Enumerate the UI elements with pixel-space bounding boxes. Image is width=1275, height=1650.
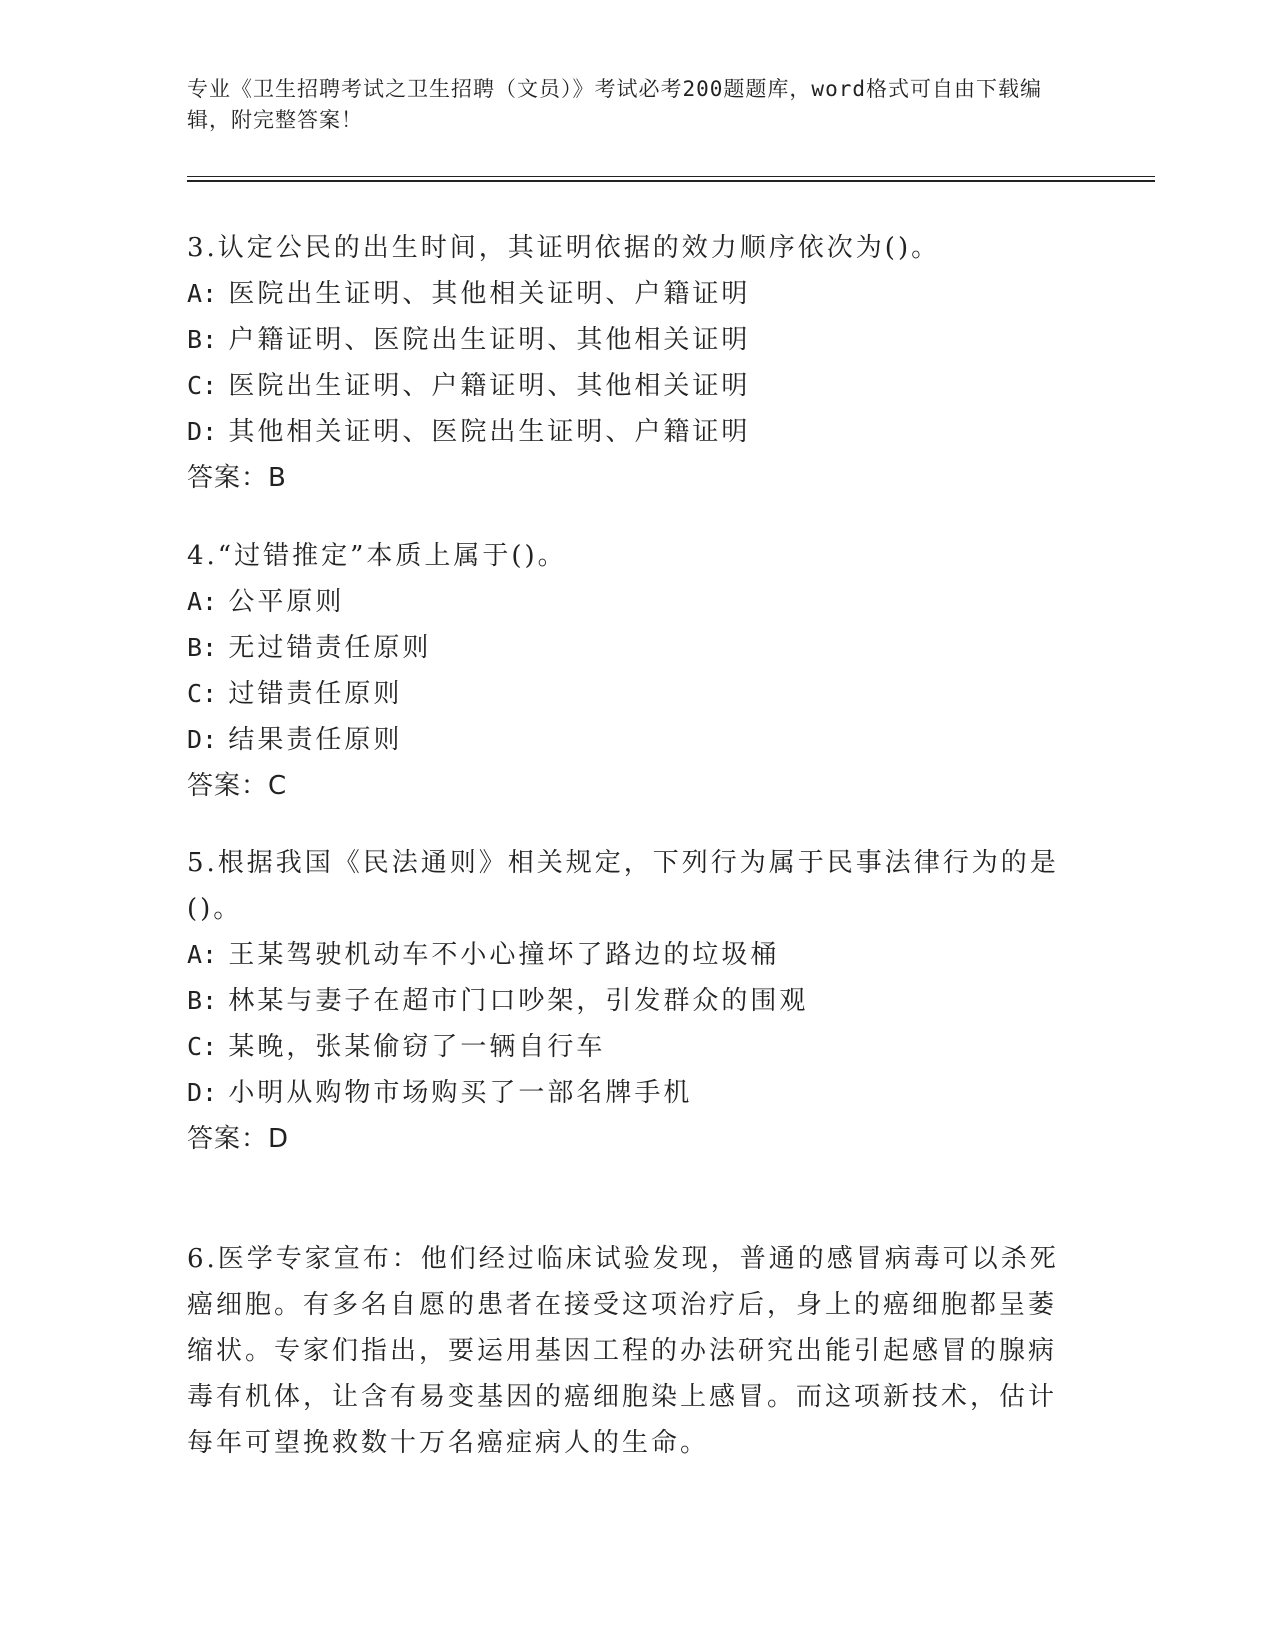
- question-stem: 4.“过错推定”本质上属于()。: [187, 541, 567, 571]
- option-b: [187, 317, 1067, 363]
- option-c: [187, 363, 1067, 409]
- option-label: B:: [187, 986, 218, 1015]
- option-c: [187, 1024, 1067, 1070]
- option-d: [187, 717, 1067, 763]
- option-a: [187, 271, 1067, 317]
- option-text: 无过错责任原则: [228, 633, 432, 663]
- question-5: [187, 840, 1067, 1162]
- answer: 答案：B: [187, 463, 287, 493]
- header-divider-thin: [187, 176, 1155, 177]
- option-label: B:: [187, 633, 218, 662]
- option-c: [187, 671, 1067, 717]
- option-label: D:: [187, 725, 218, 754]
- option-text: 王某驾驶机动车不小心撞坏了路边的垃圾桶: [228, 940, 780, 970]
- option-label: C:: [187, 1032, 218, 1061]
- option-a: [187, 932, 1067, 978]
- option-text: 某晚，张某偷窃了一辆自行车: [228, 1032, 606, 1062]
- option-text: 医院出生证明、其他相关证明、户籍证明: [228, 279, 751, 309]
- question-6: [187, 1236, 1067, 1466]
- option-text: 小明从购物市场购买了一部名牌手机: [228, 1078, 693, 1108]
- option-d: [187, 409, 1067, 455]
- question-stem: 6.医学专家宣布：他们经过临床试验发现，普通的感冒病毒可以杀死癌细胞。有多名自愿的患者在接受这项治疗后，身上的癌细胞都呈萎缩状。专家们指出，要运用基因工程的办法研究出能引起感冒的腺病毒有机体，让含有易变基因的癌细胞染上感冒。而这项新技术，估计每年可望挽救数十万名癌症病人的生命。: [187, 1244, 1059, 1458]
- option-text: 户籍证明、医院出生证明、其他相关证明: [228, 325, 751, 355]
- option-d: [187, 1070, 1067, 1116]
- document-header: [187, 74, 1067, 136]
- answer: 答案：D: [187, 1124, 290, 1154]
- option-text: 过错责任原则: [228, 679, 403, 709]
- option-label: A:: [187, 279, 218, 308]
- option-label: D:: [187, 1078, 218, 1107]
- question-stem: 5.根据我国《民法通则》相关规定，下列行为属于民事法律行为的是()。: [187, 848, 1059, 924]
- option-label: C:: [187, 371, 218, 400]
- option-b: [187, 625, 1067, 671]
- option-b: [187, 978, 1067, 1024]
- option-a: [187, 579, 1067, 625]
- header-divider-thick: [187, 180, 1155, 182]
- header-title: 专业《卫生招聘考试之卫生招聘（文员）》考试必考200题题库，word格式可自由下载编辑，附完整答案！: [187, 77, 1042, 132]
- option-text: 其他相关证明、医院出生证明、户籍证明: [228, 417, 751, 447]
- option-label: A:: [187, 587, 218, 616]
- option-label: A:: [187, 940, 218, 969]
- option-label: B:: [187, 325, 218, 354]
- option-label: C:: [187, 679, 218, 708]
- option-text: 公平原则: [228, 587, 345, 617]
- question-stem: 3.认定公民的出生时间，其证明依据的效力顺序依次为()。: [187, 233, 941, 263]
- question-4: [187, 533, 1067, 809]
- option-text: 林某与妻子在超市门口吵架，引发群众的围观: [228, 986, 809, 1016]
- question-3: [187, 225, 1067, 501]
- option-text: 结果责任原则: [228, 725, 403, 755]
- answer: 答案：C: [187, 771, 288, 801]
- option-text: 医院出生证明、户籍证明、其他相关证明: [228, 371, 751, 401]
- option-label: D:: [187, 417, 218, 446]
